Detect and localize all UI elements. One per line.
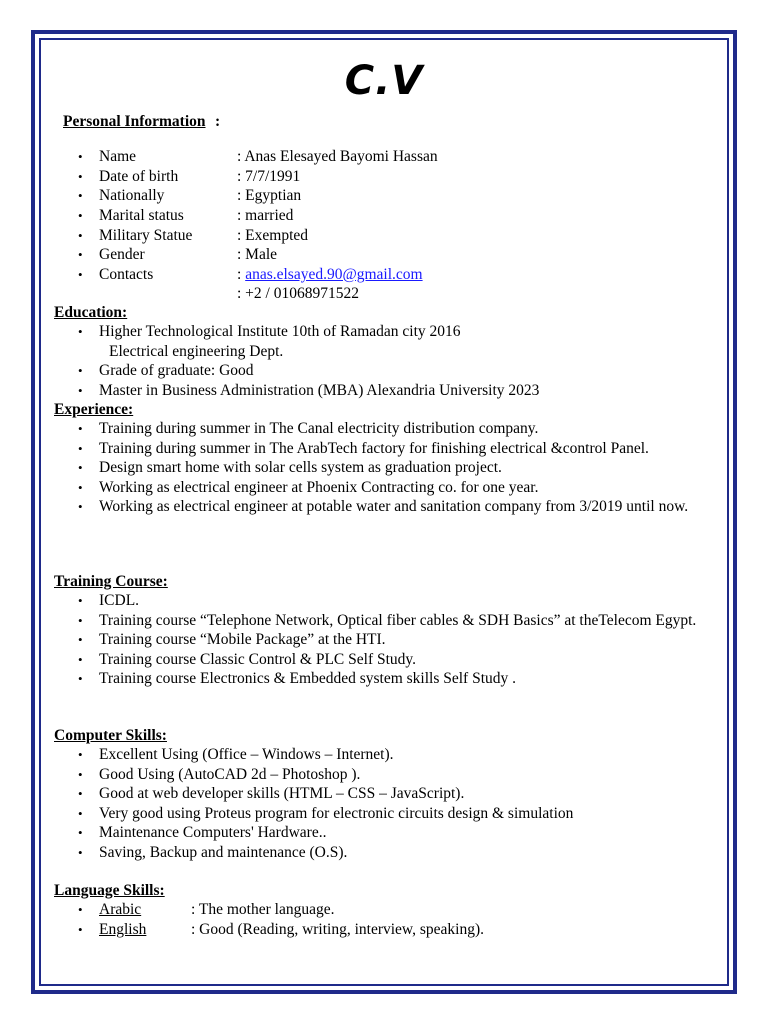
personal-row: • Date of birth : 7/7/1991 xyxy=(78,168,301,185)
education-heading: Education: xyxy=(54,304,128,321)
list-item: • ICDL. xyxy=(78,591,718,611)
personal-heading-colon: : xyxy=(215,113,221,130)
list-item: • Grade of graduate: Good xyxy=(78,361,718,381)
list-item: • Training during summer in The ArabTech factory for finishing electrical &control Panel. xyxy=(78,439,718,459)
personal-row: • Gender : Male xyxy=(78,246,278,263)
personal-label: Date of birth xyxy=(99,168,179,185)
language-list xyxy=(78,900,718,939)
personal-value: : Anas Elesayed Bayomi Hassan xyxy=(237,148,438,165)
list-item: • Maintenance Computers' Hardware.. xyxy=(78,823,718,843)
list-item: • Excellent Using (Office – Windows – Internet). xyxy=(78,745,718,765)
list-item: • Training course Classic Control & PLC Self Study. xyxy=(78,650,718,670)
language-item xyxy=(78,920,718,940)
computer-list xyxy=(78,745,718,863)
personal-label: Name xyxy=(99,148,137,165)
language-level: : Good (Reading, writing, interview, speaking). xyxy=(191,920,485,938)
language-level: : The mother language. xyxy=(191,901,335,918)
list-item: • Good Using (AutoCAD 2d – Photoshop ). xyxy=(78,765,718,785)
list-item: • Very good using Proteus program for electronic circuits design & simulation xyxy=(78,804,718,824)
personal-value: : married xyxy=(237,207,294,224)
list-item: • Training course “Mobile Package” at the HTI. xyxy=(78,630,718,650)
personal-value: : 7/7/1991 xyxy=(237,168,301,185)
list-item: • Training during summer in The Canal electricity distribution company. xyxy=(78,419,718,439)
personal-value: : Exempted xyxy=(237,227,309,244)
training-list xyxy=(78,591,718,689)
experience-heading: Experience: xyxy=(54,401,134,418)
contacts-colon: : xyxy=(237,266,246,283)
list-item: • Good at web developer skills (HTML – CSS – JavaScript). xyxy=(78,784,718,804)
email-link[interactable]: anas.elsayed.90@gmail.com xyxy=(245,266,423,283)
list-item-sub: Electrical engineering Dept. xyxy=(109,342,284,360)
personal-value: : Male xyxy=(237,246,278,263)
phone-row xyxy=(78,284,359,304)
personal-heading-wrap xyxy=(63,112,206,132)
training-heading: Training Course: xyxy=(54,573,168,590)
phone-value: : +2 / 01068971522 xyxy=(237,285,359,302)
list-item: • Design smart home with solar cells system as graduation project. xyxy=(78,458,718,478)
personal-value: : Egyptian xyxy=(237,187,302,204)
list-item: • Working as electrical engineer at Phoenix Contracting co. for one year. xyxy=(78,478,718,498)
cv-title: C.V xyxy=(344,58,424,104)
list-item: • Master in Business Administration (MBA) Alexandria University 2023 xyxy=(78,381,718,401)
personal-row: • Name : Anas Elesayed Bayomi Hassan xyxy=(78,148,438,165)
computer-heading: Computer Skills: xyxy=(54,727,167,744)
language-name: Arabic xyxy=(99,901,142,918)
personal-heading: Personal Information xyxy=(63,113,206,130)
list-item: • Saving, Backup and maintenance (O.S). xyxy=(78,843,718,863)
personal-label: Gender xyxy=(99,246,145,263)
contacts-label: Contacts xyxy=(99,266,154,283)
personal-label: Nationally xyxy=(99,187,165,204)
personal-row: • Marital status : married xyxy=(78,207,294,224)
personal-row: • Nationally : Egyptian xyxy=(78,187,302,204)
list-item: • Training course Electronics & Embedded system skills Self Study . xyxy=(78,669,718,689)
experience-list xyxy=(78,419,718,517)
personal-label: Military Statue xyxy=(99,227,193,244)
contacts-row: • Contacts : anas.elsayed.90@gmail.com xyxy=(78,266,423,283)
education-list xyxy=(78,322,718,400)
language-item xyxy=(78,900,718,920)
list-item: • Training course “Telephone Network, Optical fiber cables & SDH Basics” at theTelecom Egypt. xyxy=(78,611,718,631)
personal-row: • Military Statue : Exempted xyxy=(78,227,309,244)
personal-label: Marital status xyxy=(99,207,184,224)
list-item: • Working as electrical engineer at potable water and sanitation company from 3/2019 until now. xyxy=(78,497,718,517)
list-item: • Higher Technological Institute 10th of Ramadan city 2016 xyxy=(78,322,718,342)
language-heading: Language Skills: xyxy=(54,882,165,899)
language-name: English xyxy=(99,920,147,938)
